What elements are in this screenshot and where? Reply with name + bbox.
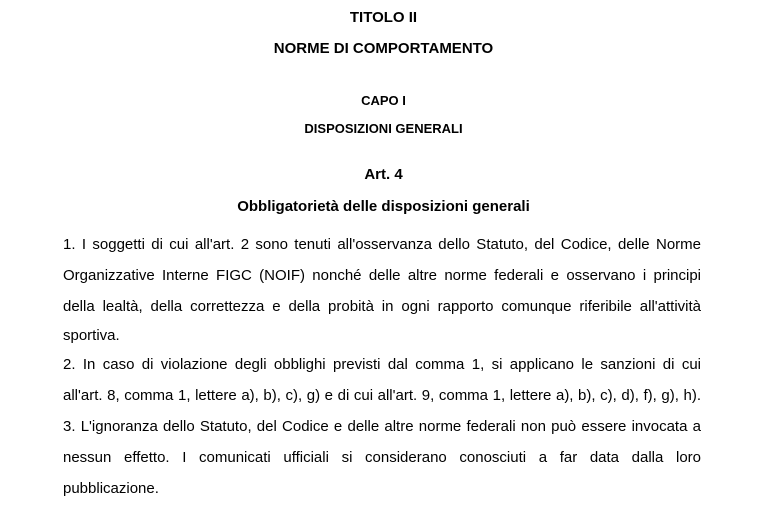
paragraph-line: Organizzative Interne FIGC (NOIF) nonché delle altre norme federali e osservano i principi	[63, 267, 701, 284]
paragraph-line: all'art. 8, comma 1, lettere a), b), c), g) e di cui all'art. 9, comma 1, lettere a), b), c), d), f), g), h).	[63, 387, 701, 404]
chapter-title: DISPOSIZIONI GENERALI	[304, 121, 463, 136]
paragraph-line: sportiva.	[63, 327, 120, 344]
paragraph-line: 3. L'ignoranza dello Statuto, del Codice e delle altre norme federali non può essere invocata a	[63, 418, 701, 435]
paragraph-line: pubblicazione.	[63, 480, 159, 497]
paragraph-line: 2. In caso di violazione degli obblighi previsti dal comma 1, si applicano le sanzioni di cui	[63, 356, 701, 373]
title-heading: TITOLO II	[349, 9, 418, 26]
article-number: Art. 4	[364, 166, 403, 183]
paragraph-line: 1. I soggetti di cui all'art. 2 sono tenuti all'osservanza dello Statuto, del Codice, delle Norme	[63, 236, 701, 253]
chapter-heading: CAPO I	[361, 93, 406, 108]
paragraph-line: della lealtà, della correttezza e della probità in ogni rapporto comunque riferibile all'attività	[63, 298, 701, 315]
article-title: Obbligatorietà delle disposizioni generali	[237, 198, 530, 215]
subtitle-heading: NORME DI COMPORTAMENTO	[273, 40, 494, 57]
paragraph-line: nessun effetto. I comunicati ufficiali si considerano conosciuti a far data dalla loro	[63, 449, 701, 466]
